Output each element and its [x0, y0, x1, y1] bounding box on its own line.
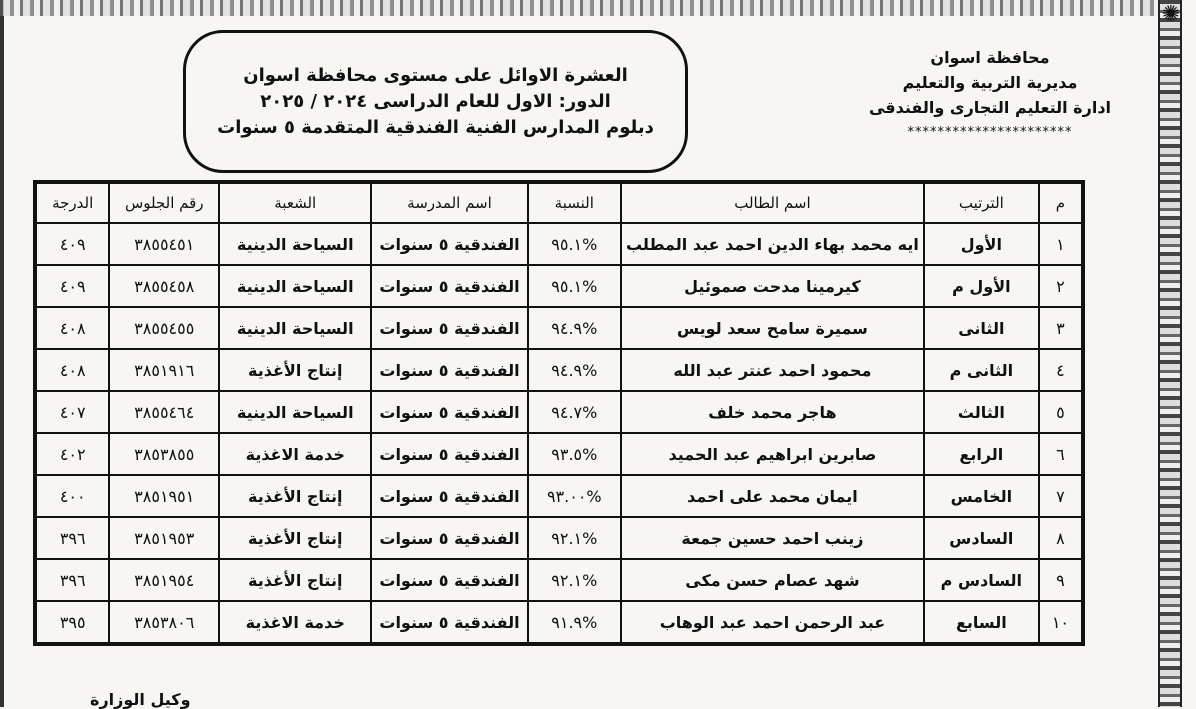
cell-score: ٤٠٩	[35, 265, 109, 307]
table-row	[35, 265, 1083, 307]
cell-student-name: هاجر محمد خلف	[621, 391, 924, 433]
cell-seat-number: ٣٨٥١٩١٦	[109, 349, 219, 391]
cell-percentage: %٩١.٩	[528, 601, 621, 644]
cell-school-name: الفندقية ٥ سنوات	[371, 475, 527, 517]
cell-seat-number: ٣٨٥١٩٥٣	[109, 517, 219, 559]
cell-school-name: الفندقية ٥ سنوات	[371, 349, 527, 391]
cell-percentage: %٩٢.١	[528, 517, 621, 559]
decorative-border-top	[0, 0, 1160, 16]
cell-score: ٤٠٧	[35, 391, 109, 433]
table-row	[35, 601, 1083, 644]
cell-student-name: محمود احمد عنتر عبد الله	[621, 349, 924, 391]
cell-percentage: %٩٣.٠٠	[528, 475, 621, 517]
cell-student-name: صابرين ابراهيم عبد الحميد	[621, 433, 924, 475]
cell-seat-number: ٣٨٥٥٤٥٨	[109, 265, 219, 307]
cell-percentage: %٩٤.٧	[528, 391, 621, 433]
cell-school-name: الفندقية ٥ سنوات	[371, 223, 527, 265]
cell-branch: خدمة الاغذية	[219, 433, 371, 475]
cell-rank: الثانى	[924, 307, 1039, 349]
table-row	[35, 223, 1083, 265]
cell-school-name: الفندقية ٥ سنوات	[371, 559, 527, 601]
cell-percentage: %٩٤.٩	[528, 349, 621, 391]
cell-school-name: الفندقية ٥ سنوات	[371, 517, 527, 559]
cell-score: ٣٩٦	[35, 517, 109, 559]
stars-divider: **********************	[907, 125, 1073, 140]
cell-score: ٣٩٥	[35, 601, 109, 644]
cell-seat-number: ٣٨٥٥٤٦٤	[109, 391, 219, 433]
cell-branch: السياحة الدينية	[219, 307, 371, 349]
cell-rank: الخامس	[924, 475, 1039, 517]
cell-rank: الأول	[924, 223, 1039, 265]
cell-index: ٣	[1039, 307, 1083, 349]
table-row	[35, 517, 1083, 559]
cell-student-name: ايه محمد بهاء الدين احمد عبد المطلب	[621, 223, 924, 265]
cell-index: ٩	[1039, 559, 1083, 601]
column-header-seat-number: رقم الجلوس	[109, 182, 219, 223]
organization-header	[860, 45, 1120, 145]
table-row	[35, 391, 1083, 433]
cell-index: ٧	[1039, 475, 1083, 517]
org-line: ادارة التعليم التجارى والفندقى	[868, 98, 1112, 117]
table-row	[35, 475, 1083, 517]
column-header-percentage: النسبة	[528, 182, 621, 223]
title-line: الدور: الاول للعام الدراسى ٢٠٢٤ / ٢٠٢٥	[260, 91, 611, 112]
cell-school-name: الفندقية ٥ سنوات	[371, 265, 527, 307]
cell-score: ٤٠٩	[35, 223, 109, 265]
title-line: دبلوم المدارس الفنية الفندقية المتقدمة ٥ سنوات	[217, 117, 654, 138]
cell-branch: السياحة الدينية	[219, 391, 371, 433]
cell-branch: إنتاج الأغذية	[219, 349, 371, 391]
cell-student-name: ايمان محمد على احمد	[621, 475, 924, 517]
column-header-branch: الشعبة	[219, 182, 371, 223]
cell-branch: إنتاج الأغذية	[219, 559, 371, 601]
org-line: محافظة اسوان	[930, 48, 1050, 67]
cell-student-name: شهد عصام حسن مكى	[621, 559, 924, 601]
signature-title: وكيل الوزارة	[90, 690, 191, 709]
cell-school-name: الفندقية ٥ سنوات	[371, 307, 527, 349]
cell-score: ٤٠٨	[35, 349, 109, 391]
cell-index: ٨	[1039, 517, 1083, 559]
title-line: العشرة الاوائل على مستوى محافظة اسوان	[243, 65, 628, 86]
cell-seat-number: ٣٨٥٥٤٥١	[109, 223, 219, 265]
cell-percentage: %٩٢.١	[528, 559, 621, 601]
table-row	[35, 433, 1083, 475]
cell-rank: الثانى م	[924, 349, 1039, 391]
column-header-score: الدرجة	[35, 182, 109, 223]
cell-branch: السياحة الدينية	[219, 223, 371, 265]
cell-score: ٣٩٦	[35, 559, 109, 601]
title-box	[183, 30, 688, 173]
table-row	[35, 559, 1083, 601]
column-header-student-name: اسم الطالب	[621, 182, 924, 223]
page-edge	[0, 0, 4, 707]
column-header-index: م	[1039, 182, 1083, 223]
cell-percentage: %٩٤.٩	[528, 307, 621, 349]
cell-percentage: %٩٣.٥	[528, 433, 621, 475]
cell-rank: الأول م	[924, 265, 1039, 307]
cell-seat-number: ٣٨٥١٩٥١	[109, 475, 219, 517]
cell-score: ٤٠٢	[35, 433, 109, 475]
cell-index: ٢	[1039, 265, 1083, 307]
cell-index: ٥	[1039, 391, 1083, 433]
table-header-row	[35, 182, 1083, 223]
cell-branch: السياحة الدينية	[219, 265, 371, 307]
cell-branch: خدمة الاغذية	[219, 601, 371, 644]
cell-seat-number: ٣٨٥٣٨٠٦	[109, 601, 219, 644]
cell-student-name: زينب احمد حسين جمعة	[621, 517, 924, 559]
cell-percentage: %٩٥.١	[528, 223, 621, 265]
cell-rank: الثالث	[924, 391, 1039, 433]
cell-percentage: %٩٥.١	[528, 265, 621, 307]
cell-rank: السادس	[924, 517, 1039, 559]
cell-rank: السابع	[924, 601, 1039, 644]
decorative-border-right	[1158, 0, 1182, 707]
cell-index: ١٠	[1039, 601, 1083, 644]
cell-school-name: الفندقية ٥ سنوات	[371, 391, 527, 433]
cell-student-name: عبد الرحمن احمد عبد الوهاب	[621, 601, 924, 644]
cell-index: ٦	[1039, 433, 1083, 475]
cell-student-name: كيرمينا مدحت صموئيل	[621, 265, 924, 307]
cell-student-name: سميرة سامح سعد لويس	[621, 307, 924, 349]
org-line: مديرية التربية والتعليم	[902, 73, 1078, 92]
cell-rank: الرابع	[924, 433, 1039, 475]
results-table	[33, 180, 1085, 646]
cell-school-name: الفندقية ٥ سنوات	[371, 601, 527, 644]
cell-index: ١	[1039, 223, 1083, 265]
cell-branch: إنتاج الأغذية	[219, 517, 371, 559]
column-header-school-name: اسم المدرسة	[371, 182, 527, 223]
cell-seat-number: ٣٨٥٥٤٥٥	[109, 307, 219, 349]
cell-seat-number: ٣٨٥٣٨٥٥	[109, 433, 219, 475]
cell-rank: السادس م	[924, 559, 1039, 601]
column-header-rank: الترتيب	[924, 182, 1039, 223]
table-row	[35, 349, 1083, 391]
ornament-icon: ✺	[1161, 2, 1181, 27]
cell-score: ٤٠٨	[35, 307, 109, 349]
cell-index: ٤	[1039, 349, 1083, 391]
cell-seat-number: ٣٨٥١٩٥٤	[109, 559, 219, 601]
cell-branch: إنتاج الأغذية	[219, 475, 371, 517]
cell-school-name: الفندقية ٥ سنوات	[371, 433, 527, 475]
table-row	[35, 307, 1083, 349]
cell-score: ٤٠٠	[35, 475, 109, 517]
